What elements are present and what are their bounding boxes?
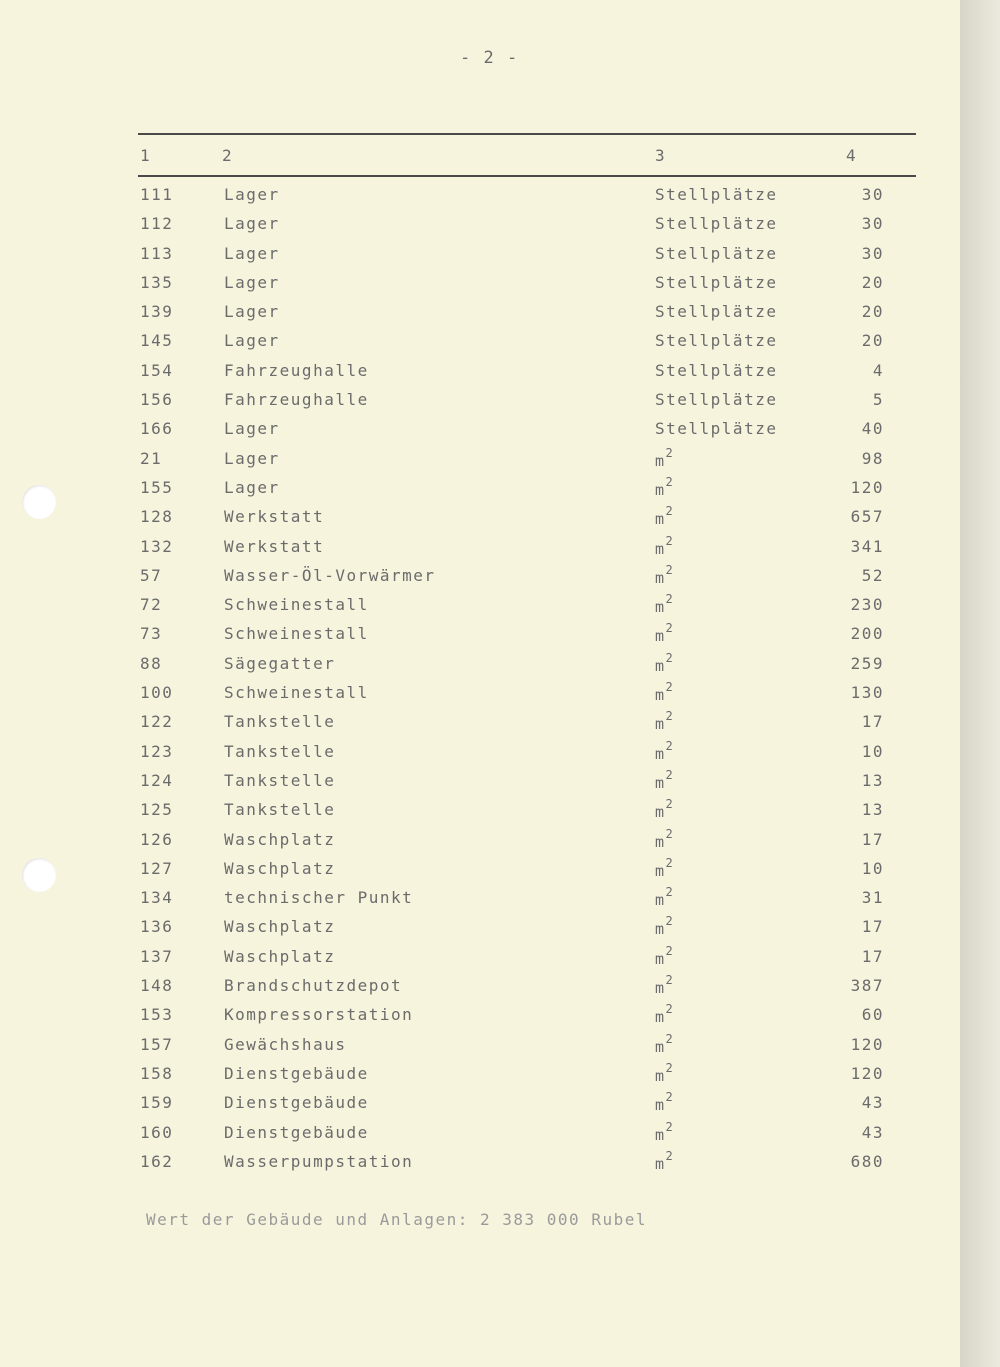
table-row [0, 212, 960, 241]
row-unit: $m^2$ [655, 1119, 675, 1144]
row-unit: Stellplätze [655, 272, 778, 292]
table-row [0, 1003, 960, 1032]
row-value: 31 [861, 888, 884, 908]
row-name: Wasserpumpstation [224, 1151, 414, 1171]
row-name: Gewächshaus [224, 1034, 347, 1054]
row-number: 158 [140, 1063, 174, 1083]
row-unit: $m^2$ [655, 650, 675, 675]
row-name: Sägegatter [224, 653, 336, 673]
row-unit: $m^2$ [655, 474, 675, 499]
table-row [0, 505, 960, 534]
row-value: 30 [861, 214, 884, 234]
row-name: Schweinestall [224, 683, 369, 703]
row-unit: $m^2$ [655, 445, 675, 470]
row-name: Wasser-Öl-Vorwärmer [224, 565, 436, 585]
row-number: 126 [140, 829, 174, 849]
row-name: Lager [224, 214, 280, 234]
row-unit: $m^2$ [655, 1002, 675, 1027]
row-name: Tankstelle [224, 800, 336, 820]
row-unit: Stellplätze [655, 302, 778, 322]
header-col-4: 4 [846, 146, 858, 165]
row-value: 30 [861, 243, 884, 263]
table-row [0, 1121, 960, 1150]
row-name: Dienstgebäude [224, 1063, 369, 1083]
row-number: 122 [140, 712, 174, 732]
row-number: 100 [140, 683, 174, 703]
row-unit: Stellplätze [655, 214, 778, 234]
row-name: Lager [224, 331, 280, 351]
row-number: 166 [140, 419, 174, 439]
row-value: 10 [861, 741, 884, 761]
row-value: 13 [861, 800, 884, 820]
row-name: Tankstelle [224, 712, 336, 732]
row-number: 21 [140, 448, 163, 468]
row-number: 128 [140, 507, 174, 527]
row-number: 135 [140, 272, 174, 292]
row-value: 17 [861, 829, 884, 849]
row-name: Lager [224, 185, 280, 204]
header-col-2: 2 [222, 146, 234, 165]
row-value: 17 [861, 712, 884, 732]
row-name: Waschplatz [224, 858, 336, 878]
table-row [0, 1150, 960, 1179]
row-value: 657 [850, 507, 884, 527]
row-number: 137 [140, 946, 174, 966]
row-unit: $m^2$ [655, 621, 675, 646]
row-number: 73 [140, 624, 163, 644]
row-number: 113 [140, 243, 174, 263]
row-name: Waschplatz [224, 946, 336, 966]
row-value: 60 [861, 1005, 884, 1025]
row-name: Lager [224, 419, 280, 439]
table-row [0, 622, 960, 651]
row-value: 387 [850, 976, 884, 996]
table-row [0, 1033, 960, 1062]
row-value: 98 [861, 448, 884, 468]
table-row [0, 710, 960, 739]
row-value: 4 [872, 360, 884, 380]
row-number: 156 [140, 390, 174, 410]
row-name: Werkstatt [224, 507, 325, 527]
row-value: 120 [850, 1034, 884, 1054]
row-number: 123 [140, 741, 174, 761]
row-unit: $m^2$ [655, 562, 675, 587]
row-value: 20 [861, 302, 884, 322]
row-number: 145 [140, 331, 174, 351]
table-row [0, 681, 960, 710]
row-unit: $m^2$ [655, 943, 675, 968]
table-row [0, 476, 960, 505]
table-row [0, 798, 960, 827]
row-value: 17 [861, 946, 884, 966]
row-name: Fahrzeughalle [224, 360, 369, 380]
row-unit: $m^2$ [655, 797, 675, 822]
row-value: 20 [861, 272, 884, 292]
row-value: 40 [861, 419, 884, 439]
row-unit: $m^2$ [655, 855, 675, 880]
row-name: Dienstgebäude [224, 1093, 369, 1113]
row-value: 200 [850, 624, 884, 644]
table-row [0, 271, 960, 300]
footer-total: Wert der Gebäude und Anlagen: 2 383 000 Rubel [146, 1210, 647, 1229]
row-name: Waschplatz [224, 829, 336, 849]
row-unit: $m^2$ [655, 1060, 675, 1085]
row-number: 159 [140, 1093, 174, 1113]
row-unit: Stellplätze [655, 419, 778, 439]
row-name: Kompressorstation [224, 1005, 414, 1025]
row-number: 162 [140, 1151, 174, 1171]
row-value: 230 [850, 595, 884, 615]
row-name: Tankstelle [224, 770, 336, 790]
row-number: 88 [140, 653, 163, 673]
row-value: 52 [861, 565, 884, 585]
row-value: 120 [850, 1063, 884, 1083]
table-header [0, 146, 960, 170]
row-value: 43 [861, 1122, 884, 1142]
table-row [0, 945, 960, 974]
row-value: 5 [872, 390, 884, 410]
table-row [0, 1091, 960, 1120]
row-number: 155 [140, 477, 174, 497]
row-unit: $m^2$ [655, 738, 675, 763]
table-row [0, 974, 960, 1003]
row-value: 17 [861, 917, 884, 937]
row-number: 154 [140, 360, 174, 380]
row-name: Lager [224, 448, 280, 468]
row-value: 43 [861, 1093, 884, 1113]
background-edge [960, 0, 1000, 1367]
row-number: 72 [140, 595, 163, 615]
row-number: 148 [140, 976, 174, 996]
row-unit: Stellplätze [655, 331, 778, 351]
row-unit: $m^2$ [655, 1090, 675, 1115]
header-col-3: 3 [655, 146, 667, 165]
row-value: 10 [861, 858, 884, 878]
row-unit: $m^2$ [655, 767, 675, 792]
row-name: Werkstatt [224, 536, 325, 556]
row-name: Lager [224, 477, 280, 497]
table-row [0, 769, 960, 798]
row-number: 125 [140, 800, 174, 820]
table-row [0, 652, 960, 681]
row-name: Tankstelle [224, 741, 336, 761]
row-value: 130 [850, 683, 884, 703]
row-number: 127 [140, 858, 174, 878]
table-top-rule [138, 133, 916, 135]
table-body [0, 183, 960, 1179]
row-number: 57 [140, 565, 163, 585]
row-number: 157 [140, 1034, 174, 1054]
row-value: 13 [861, 770, 884, 790]
row-name: Fahrzeughalle [224, 390, 369, 410]
row-unit: $m^2$ [655, 973, 675, 998]
row-value: 30 [861, 185, 884, 204]
table-row [0, 564, 960, 593]
row-unit: Stellplätze [655, 390, 778, 410]
row-name: Dienstgebäude [224, 1122, 369, 1142]
row-name: Lager [224, 272, 280, 292]
row-number: 134 [140, 888, 174, 908]
header-col-1: 1 [140, 146, 152, 165]
row-value: 259 [850, 653, 884, 673]
row-number: 111 [140, 185, 174, 204]
table-row [0, 329, 960, 358]
row-number: 112 [140, 214, 174, 234]
row-number: 124 [140, 770, 174, 790]
row-unit: $m^2$ [655, 914, 675, 939]
row-name: technischer Punkt [224, 888, 414, 908]
row-unit: $m^2$ [655, 504, 675, 529]
table-row [0, 593, 960, 622]
row-unit: $m^2$ [655, 826, 675, 851]
row-unit: $m^2$ [655, 709, 675, 734]
table-row [0, 857, 960, 886]
row-value: 680 [850, 1151, 884, 1171]
row-name: Lager [224, 243, 280, 263]
table-row [0, 535, 960, 564]
row-value: 120 [850, 477, 884, 497]
row-unit: $m^2$ [655, 1148, 675, 1173]
row-name: Waschplatz [224, 917, 336, 937]
table-row [0, 242, 960, 271]
row-value: 20 [861, 331, 884, 351]
row-unit: $m^2$ [655, 885, 675, 910]
table-header-rule [138, 175, 916, 177]
row-number: 139 [140, 302, 174, 322]
row-unit: $m^2$ [655, 680, 675, 705]
table-row [0, 915, 960, 944]
table-row [0, 447, 960, 476]
row-number: 132 [140, 536, 174, 556]
row-number: 153 [140, 1005, 174, 1025]
row-name: Schweinestall [224, 595, 369, 615]
row-name: Brandschutzdepot [224, 976, 403, 996]
page-number: - 2 - [460, 48, 519, 68]
row-unit: Stellplätze [655, 243, 778, 263]
row-value: 341 [850, 536, 884, 556]
table-row [0, 388, 960, 417]
table-row [0, 300, 960, 329]
row-name: Lager [224, 302, 280, 322]
table-row [0, 886, 960, 915]
row-unit: Stellplätze [655, 185, 778, 204]
row-unit: $m^2$ [655, 592, 675, 617]
row-number: 160 [140, 1122, 174, 1142]
table-row [0, 183, 960, 212]
row-unit: $m^2$ [655, 533, 675, 558]
row-name: Schweinestall [224, 624, 369, 644]
row-number: 136 [140, 917, 174, 937]
table-row [0, 1062, 960, 1091]
row-unit: $m^2$ [655, 1031, 675, 1056]
row-unit: Stellplätze [655, 360, 778, 380]
table-row [0, 359, 960, 388]
table-row [0, 417, 960, 446]
table-row [0, 828, 960, 857]
table-row [0, 740, 960, 769]
